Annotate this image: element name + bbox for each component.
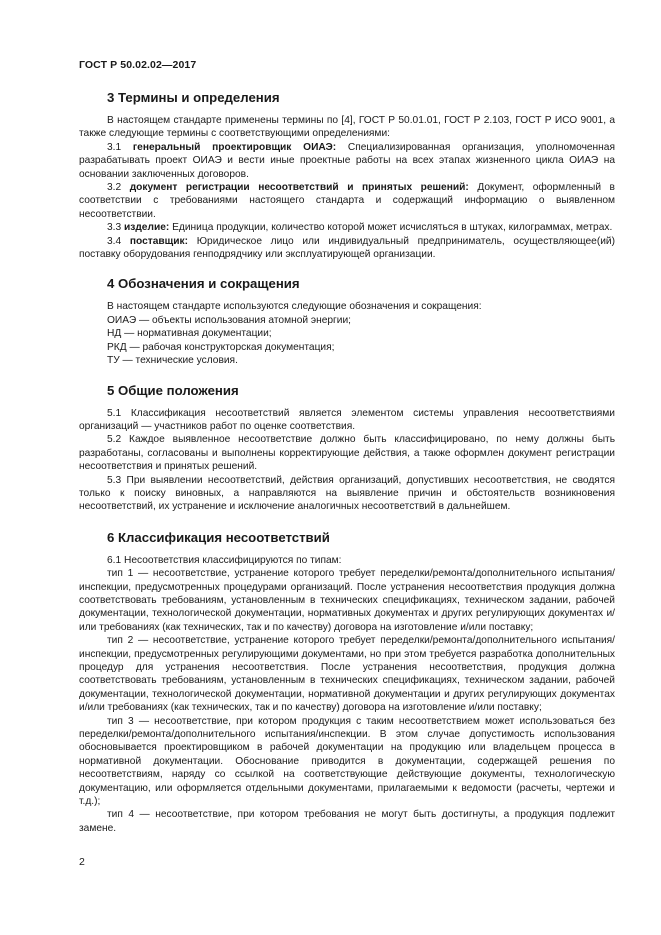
section-title: 4 Обозначения и сокращения [107,276,300,292]
type-2-paragraph: тип 2 — несоответствие, устранение которого требует переделки/ремонта/дополнительного испытания/инспекции, предусмотренных регулирующими документами, но при этом требуется разработка дополнительных процедур для устранения несоответствия. После устранения несоответствия, продукция должна соответствовать требованиям, установленным в технических спецификациях, техническом задании, рабочей документации, технологической документации, нормативной документации и других регулирующих документах и/или требованиях (как технических, так и по качеству) договора на изготовление и/или поставку; [79,635,615,714]
paragraph: 6.1 Несоответствия классифицируются по типам: [107,554,342,566]
term: изделие: [124,222,170,234]
type-4-paragraph: тип 4 — несоответствие, при котором требования не могут быть достигнуты, а продукция подлежит замене. [79,809,615,834]
term: генеральный проектировщик ОИАЭ: [132,141,337,153]
section-4 [79,276,615,367]
paragraph: В настоящем стандарте применены термины по [4], ГОСТ Р 50.01.01, ГОСТ Р 2.103, ГОСТ Р ИСО 9001, а также следующие термины с соответствующими определениями: [79,115,615,140]
document-header: ГОСТ Р 50.02.02—2017 [79,59,197,71]
paragraph: 5.2 Каждое выявленное несоответствие должно быть классифицировано, по нему должны быть разработаны, согласованы и выполнены корректирующие действия, а также оформлен документ регистрации несоответствия и принятых решений. [79,434,615,473]
type-1-paragraph: тип 1 — несоответствие, устранение которого требует переделки/ремонта/дополнительного испытания/инспекции, предусмотренных процедурами организаций. После устранения несоответствия продукция должна соответствовать требованиям, установленным в технических спецификациях, техническом задании, рабочей документации, технологической документации, нормативных документах и других регулирующих документах и/или требованиях (как технических, так и по качеству) договора на изготовление и/или поставку; [79,568,615,633]
section-title: 6 Классификация несоответствий [107,529,330,545]
definition-3-2: 3.2 документ регистрации несоответствий и принятых решений: Документ, оформленный в соответствии с требованиями настоящего стандарта и содержащий информацию о выявленном несоответствии. [79,182,615,220]
abbreviation: НД — нормативная документации; [107,328,272,340]
definition-3-4: 3.4 поставщик: Юридическое лицо или индивидуальный предприниматель, осуществляющее(ий) поставку оборудования генподрядчику или эксплуатирующей организации. [79,235,615,261]
type-3-paragraph: тип 3 — несоответствие, при котором продукция с таким несоответствием может использоваться без переделки/ремонта/дополнительного испытания/инспекции. В этом случае допустимость использования обосновывается проектировщиком в рабочей документации на продукцию или владельцем процесса в нормативной документации. Обоснование приводится в документации, содержащей решения по несоответствиям, наряду со ссылкой на соответствующие действующие документы, технологическую документацию, или оформляется отдельными документами, прилагаемыми к ведомости (расчеты, чертежи и т.д.); [79,715,615,808]
abbreviation: ОИАЭ — объекты использования атомной энергии; [107,314,351,326]
section-title: 5 Общие положения [107,382,239,398]
paragraph: 5.1 Классификация несоответствий является элементом системы управления несоответствиями организаций — участников работ по оценке соответствия. [79,407,615,432]
section-3 [79,90,615,261]
paragraph: 5.3 При выявлении несоответствий, действия организаций, допустивших несоответствия, не сводятся только к поиску виновных, а направляются на выявление причин и обстоятельств возникновения несоответствий, их устранение и исключение аналогичных несоответствий в дальнейшем. [79,474,615,513]
section-title: 3 Термины и определения [107,90,280,105]
abbreviation: РКД — рабочая конструкторская документация; [107,341,335,353]
section-6 [79,530,615,836]
definition-3-1: 3.1 генеральный проектировщик ОИАЭ: Специализированная организация, уполномоченная разрабатывать проект ОИАЭ и вести иные проектные работы на всех этапах жизненного цикла ОИАЭ на основании заключенных договоров. [79,141,615,180]
paragraph: В настоящем стандарте используются следующие обозначения и сокращения: [107,301,482,313]
term: документ регистрации несоответствий и принятых решений: [129,182,469,194]
content [79,90,615,849]
abbreviation: ТУ — технические условия. [107,355,238,367]
section-5 [79,383,615,514]
definition-3-3: 3.3 изделие: Единица продукции, количество которой может исчисляться в штуках, килограммах, метрах. [107,222,613,234]
page-number: 2 [79,856,85,868]
term: поставщик: [129,235,189,247]
